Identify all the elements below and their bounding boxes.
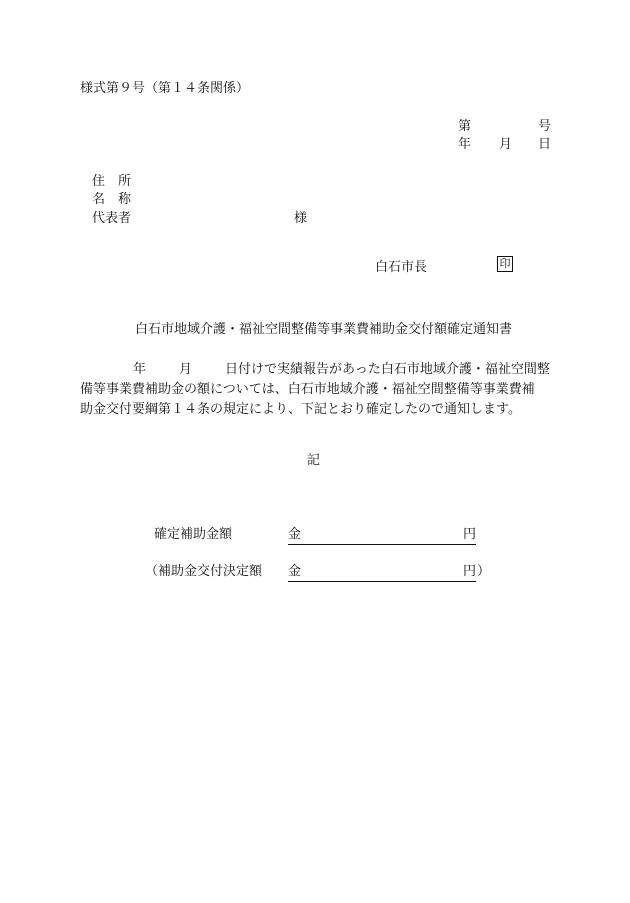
body-year: 年 [133,362,147,377]
closing-parenthesis: ） [477,564,491,579]
decided-amount-field [288,564,476,582]
document-title: 白石市地域介護・福祉空間整備等事業費補助金交付額確定通知書 [135,322,513,337]
reference-dai: 第 [458,119,472,134]
body-line-3: 助金交付要綱第１４条の規定により、下記とおり確定したので通知します。 [80,402,521,417]
body-line-2: 備等事業費補助金の額については、白石市地域介護・福祉空間整備等事業費補 [80,382,535,397]
issuer-title: 白石市長 [375,260,428,275]
document-body [80,360,550,420]
honorific-sama: 様 [294,211,308,226]
seal-stamp-icon: 印 [497,256,513,272]
reference-go: 号 [538,119,552,134]
address-label: 住 所 [92,174,132,189]
confirmed-amount-field [288,527,476,545]
name-label: 名 称 [92,192,132,207]
body-line-1-text: 日付けで実績報告があった白石市地域介護・福祉空間整 [225,362,550,377]
representative-label: 代表者 [92,211,132,226]
ki-heading: 記 [307,453,321,468]
en-suffix: 円 [462,564,476,579]
decided-amount-label: （補助金交付決定額 [145,564,263,579]
form-number: 様式第９号（第１４条関係） [80,81,250,96]
body-month: 月 [179,362,193,377]
kin-prefix: 金 [288,564,302,579]
body-line-1 [80,360,550,380]
date-year: 年 [458,137,472,152]
date-day: 日 [538,137,552,152]
kin-prefix: 金 [288,527,302,542]
date-month: 月 [499,137,513,152]
en-suffix: 円 [462,527,476,542]
confirmed-amount-label: 確定補助金額 [154,527,233,542]
